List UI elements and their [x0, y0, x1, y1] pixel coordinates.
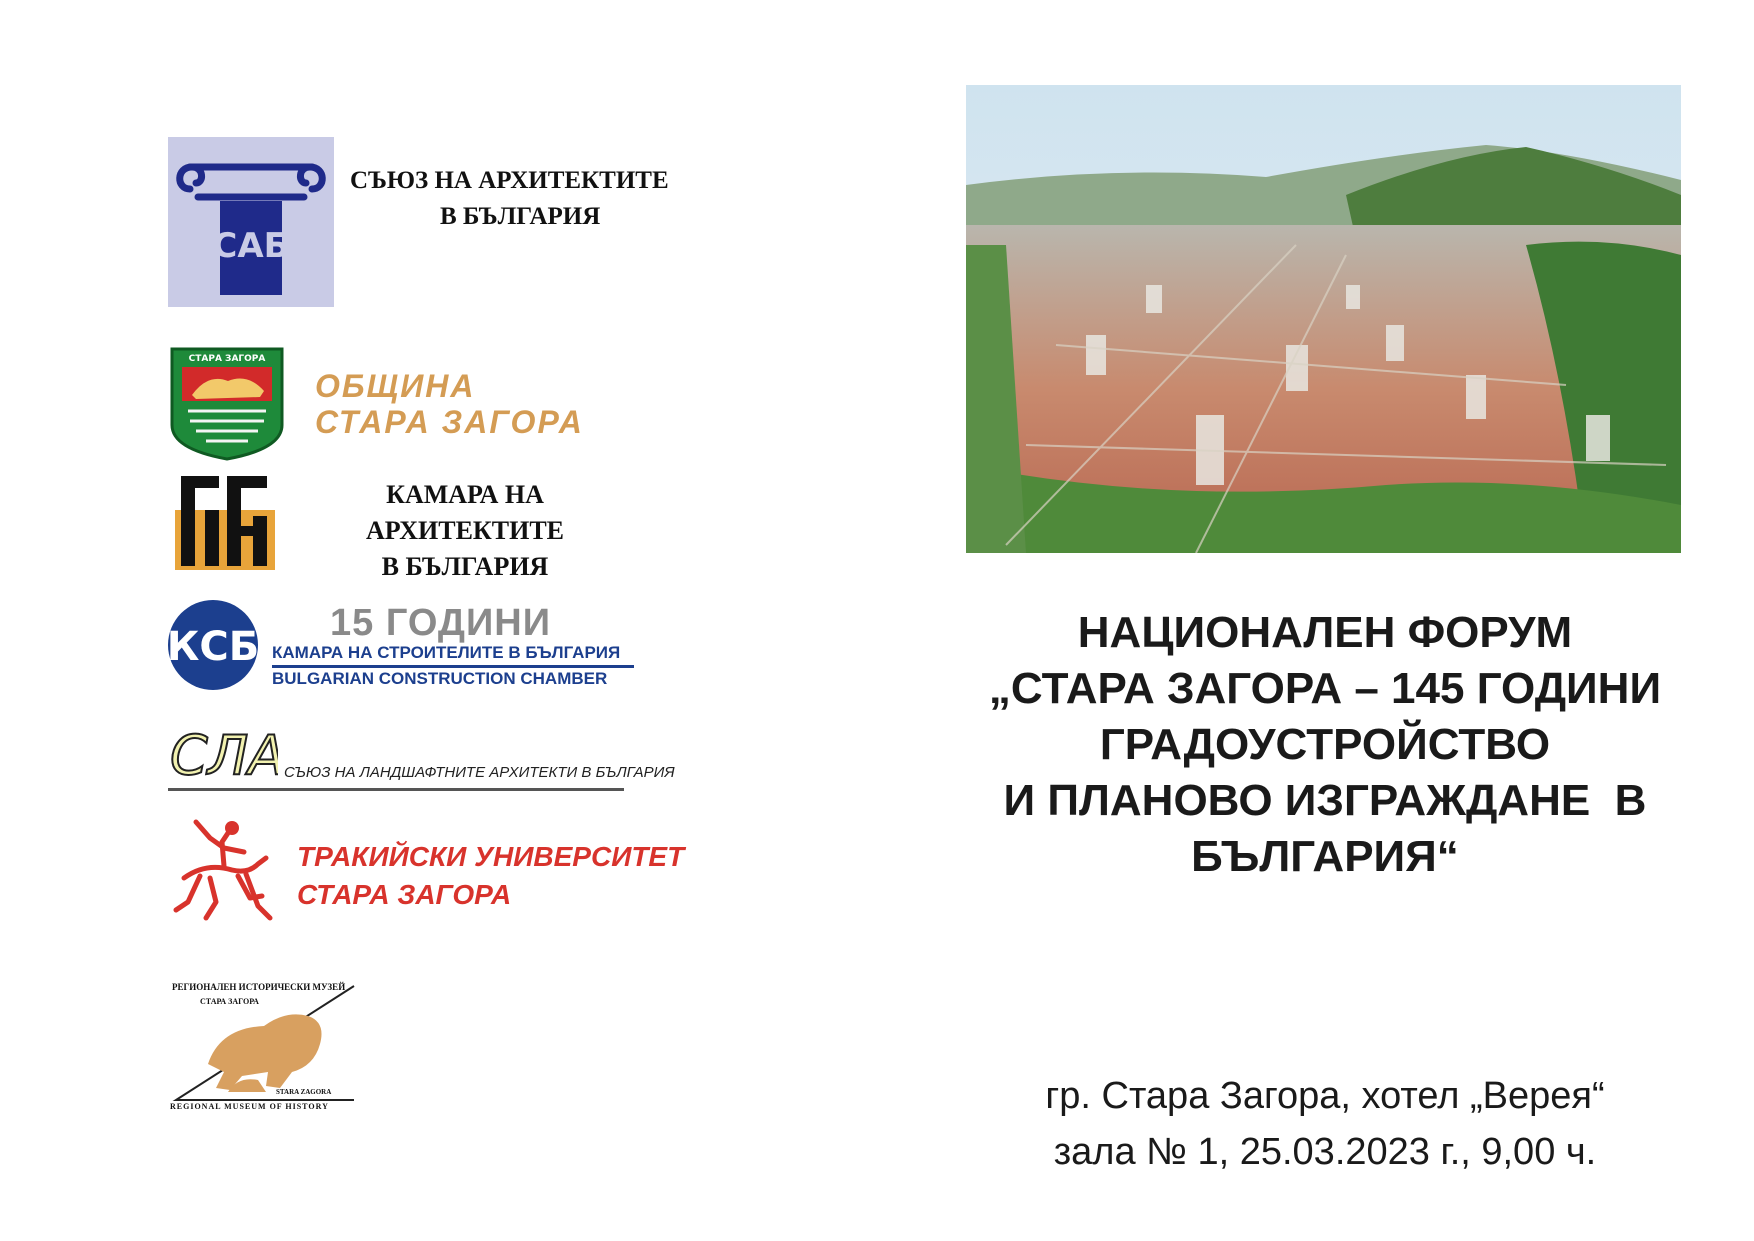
ksb-logo [165, 598, 261, 692]
sla-name: СЪЮЗ НА ЛАНДШАФТНИТЕ АРХИТЕКТИ В БЪЛГАРИЯ [284, 764, 675, 781]
venue-info [940, 1068, 1710, 1180]
forum-title [940, 605, 1710, 885]
museum-latin-city: STARA ZAGORA [276, 1088, 332, 1096]
sab-logo [168, 137, 334, 307]
sab-name [350, 163, 750, 235]
sab-name-line2: В БЪЛГАРИЯ [440, 203, 601, 230]
thracian-name-line2: СТАРА ЗАГОРА [297, 879, 512, 910]
title-line-3: ГРАДОУСТРОЙСТВО [1099, 720, 1551, 769]
obshtina-name-line1: ОБЩИНА [315, 368, 476, 404]
title-line-2: „СТАРА ЗАГОРА – 145 ГОДИНИ [988, 664, 1662, 713]
sla-logo [168, 722, 278, 780]
svg-text:КСБ: КСБ [166, 624, 260, 670]
kab-name-line2: АРХИТЕКТИТЕ [365, 516, 565, 545]
ionic-column-icon [168, 137, 334, 307]
sla-underline [168, 788, 624, 791]
ksb-name-en: BULGARIAN CONSTRUCTION CHAMBER [272, 669, 608, 688]
sla-monogram: СЛА [170, 724, 278, 780]
city-aerial-photo [966, 85, 1681, 553]
thracian-name-line1: ТРАКИЙСКИ УНИВЕРСИТЕТ [297, 841, 685, 872]
kab-name-line1: КАМАРА НА [386, 480, 544, 509]
title-line-1: НАЦИОНАЛЕН ФОРУМ [1077, 608, 1573, 657]
ksb-name-bg: КАМАРА НА СТРОИТЕЛИТЕ В БЪЛГАРИЯ [272, 643, 621, 662]
title-line-4: И ПЛАНОВО ИЗГРАЖДАНЕ В [1003, 776, 1647, 825]
museum-top-text: РЕГИОНАЛЕН ИСТОРИЧЕСКИ МУЗЕЙ [172, 982, 346, 992]
ksb-years: 15 ГОДИНИ [330, 602, 552, 644]
sab-name-line1: СЪЮЗ НА АРХИТЕКТИТЕ [350, 167, 669, 194]
horse-rider-icon [166, 818, 278, 928]
ksb-globe-icon [165, 598, 261, 692]
kab-mark-icon [175, 470, 275, 570]
ksb-divider [272, 665, 634, 668]
thracian-rider-logo [166, 818, 278, 928]
obshtina-name-line2: СТАРА ЗАГОРА [315, 404, 584, 440]
title-line-5: БЪЛГАРИЯ“ [1191, 832, 1459, 881]
museum-english-text: REGIONAL MUSEUM OF HISTORY [170, 1102, 329, 1111]
venue-location: гр. Стара Загора, хотел „Верея“ [1045, 1075, 1605, 1117]
obshtina-crest [168, 345, 286, 461]
museum-city-text: СТАРА ЗАГОРА [200, 997, 259, 1006]
venue-datetime: зала № 1, 25.03.2023 г., 9,00 ч. [1053, 1131, 1597, 1173]
obshtina-name [315, 368, 584, 440]
kab-name [330, 477, 600, 585]
kab-name-line3: В БЪЛГАРИЯ [381, 552, 549, 581]
thracian-name [297, 838, 684, 914]
crest-text: СТАРА ЗАГОРА [188, 354, 266, 364]
kab-logo [175, 470, 275, 570]
sab-monogram: САБ [212, 226, 290, 266]
